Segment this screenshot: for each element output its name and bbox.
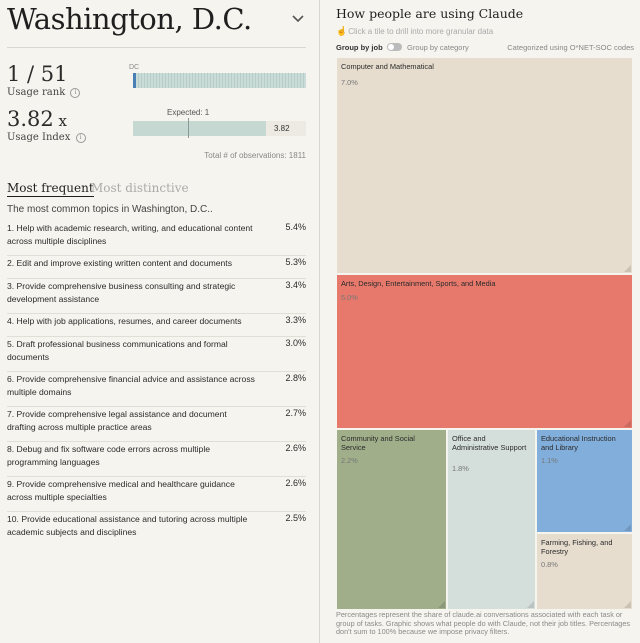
footnote: Percentages represent the share of claude.ai conversations associated with each task or group of tasks. Graphic shows what people do with Claude, not their job titles. Percentages don't sum to 100% because we impose privacy filters. <box>336 610 631 637</box>
treemap-tile-value: 2.2% <box>341 456 358 465</box>
info-icon[interactable]: i <box>76 133 86 143</box>
onet-note: Categorized using O*NET-SOC codes <box>507 43 634 52</box>
usage-index-bar-label: 3.82 <box>274 124 290 133</box>
hand-pointer-icon: ☝ <box>336 26 348 36</box>
treemap-tile[interactable] <box>536 533 633 610</box>
observations-count: Total # of observations: 1811 <box>204 151 306 160</box>
topic-text: 5. Draft professional business communications and formal documents <box>7 339 228 362</box>
rank-marker-label: DC <box>129 64 140 71</box>
treemap-tile[interactable] <box>336 429 447 610</box>
usage-index-bar <box>133 121 266 136</box>
topic-percent: 2.7% <box>285 408 306 418</box>
treemap-tile[interactable] <box>336 57 633 274</box>
topic-text: 7. Provide comprehensive legal assistance and document drafting across multiple practice areas <box>7 409 227 432</box>
topic-row[interactable] <box>7 315 306 337</box>
topic-text: 2. Edit and improve existing written content and documents <box>7 258 232 268</box>
topic-row[interactable] <box>7 280 306 314</box>
resize-corner-icon <box>438 601 445 608</box>
topic-percent: 2.5% <box>285 513 306 523</box>
chevron-down-icon[interactable] <box>291 14 305 24</box>
treemap-tile-name: Farming, Fishing, and Forestry <box>541 538 613 556</box>
topic-percent: 3.3% <box>285 315 306 325</box>
topic-percent: 2.8% <box>285 373 306 383</box>
topic-row[interactable] <box>7 478 306 512</box>
topic-percent: 2.6% <box>285 443 306 453</box>
group-by-job-label[interactable]: Group by job <box>336 43 383 52</box>
resize-corner-icon <box>624 601 631 608</box>
topic-percent: 5.3% <box>285 257 306 267</box>
treemap-tile-name: Office and Administrative Support <box>452 434 527 452</box>
topic-percent: 3.0% <box>285 338 306 348</box>
topic-percent: 5.4% <box>285 222 306 232</box>
usage-title: How people are using Claude <box>336 6 524 21</box>
topic-text: 1. Help with academic research, writing, and educational content across multiple disciplines <box>7 223 253 246</box>
resize-corner-icon <box>624 265 631 272</box>
treemap-tile-name: Educational Instruction and Library <box>541 434 616 452</box>
topic-row[interactable] <box>7 513 306 543</box>
topic-row[interactable] <box>7 443 306 477</box>
topic-percent: 2.6% <box>285 478 306 488</box>
treemap-tile[interactable] <box>336 274 633 429</box>
treemap-tile-name: Arts, Design, Entertainment, Sports, and Media <box>341 279 496 288</box>
topic-row[interactable] <box>7 373 306 407</box>
rank-marker <box>133 73 136 88</box>
info-icon[interactable]: i <box>70 88 80 98</box>
location-title: Washington, D.C. <box>7 2 252 36</box>
panel-divider <box>319 0 320 643</box>
tab-most-distinctive[interactable]: Most distinctive <box>91 181 189 195</box>
treemap-tile-value: 1.8% <box>452 464 469 473</box>
treemap-tile-value: 5.0% <box>341 293 358 302</box>
topics-heading: The most common topics in Washington, D.C.. <box>7 204 213 215</box>
topic-row[interactable] <box>7 338 306 372</box>
drill-hint: ☝ Click a tile to drill into more granular data <box>336 26 494 36</box>
usage-index-value: 3.82 x <box>7 107 68 131</box>
topic-row[interactable] <box>7 408 306 442</box>
treemap-tile-name: Computer and Mathematical <box>341 62 434 71</box>
expected-label: Expected: 1 <box>167 108 210 117</box>
toggle-knob <box>388 44 394 50</box>
topic-text: 10. Provide educational assistance and tutoring across multiple academic subjects and disciplines <box>7 514 248 537</box>
topic-row[interactable] <box>7 257 306 279</box>
topic-text: 8. Debug and fix software code errors across multiple programming languages <box>7 444 211 467</box>
expected-marker <box>188 118 189 138</box>
topic-percent: 3.4% <box>285 280 306 290</box>
resize-corner-icon <box>624 420 631 427</box>
treemap-tile-value: 0.8% <box>541 560 558 569</box>
topic-text: 6. Provide comprehensive financial advice and assistance across multiple domains <box>7 374 255 397</box>
topic-text: 9. Provide comprehensive medical and healthcare guidance across multiple specialties <box>7 479 235 502</box>
topic-text: 4. Help with job applications, resumes, and career documents <box>7 316 242 326</box>
group-by-category-label[interactable]: Group by category <box>407 43 469 52</box>
rank-strip <box>133 73 306 88</box>
treemap-tile-value: 1.1% <box>541 456 558 465</box>
treemap-tile[interactable] <box>447 429 536 610</box>
left-panel <box>0 0 318 643</box>
topic-row[interactable] <box>7 222 306 256</box>
usage-rank-label: Usage rank i <box>7 87 80 98</box>
divider <box>7 47 306 48</box>
treemap-tile-value: 7.0% <box>341 78 358 87</box>
usage-index-label: Usage Index i <box>7 132 86 143</box>
usage-rank-value: 1 / 51 <box>7 62 68 86</box>
topic-text: 3. Provide comprehensive business consulting and strategic development assistance <box>7 281 236 304</box>
resize-corner-icon <box>624 524 631 531</box>
treemap-tile[interactable] <box>536 429 633 533</box>
tab-most-frequent[interactable]: Most frequent <box>7 181 94 195</box>
resize-corner-icon <box>527 601 534 608</box>
treemap-tile-name: Community and Social Service <box>341 434 415 452</box>
